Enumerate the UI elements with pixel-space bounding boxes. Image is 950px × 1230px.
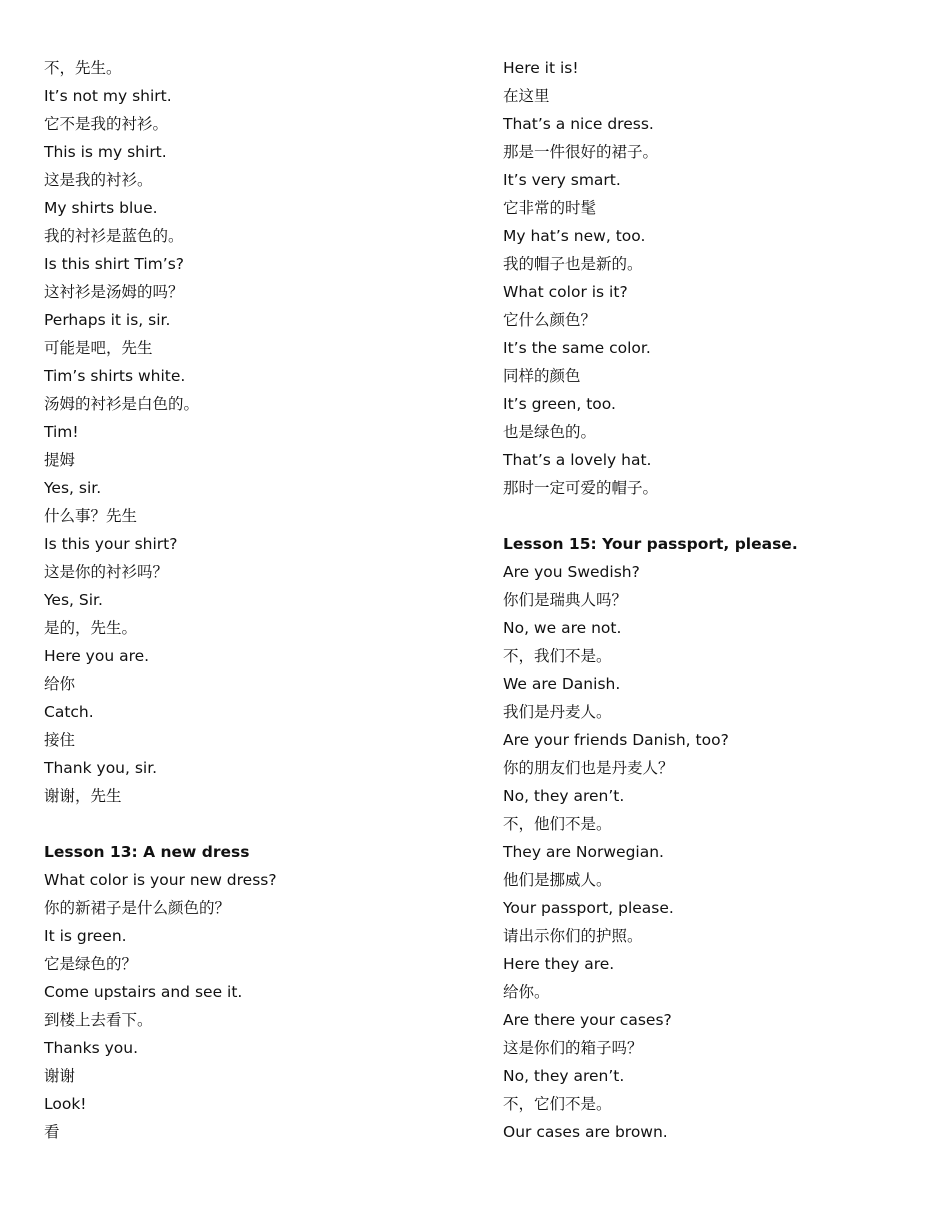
english-line: They are Norwegian. bbox=[503, 843, 664, 861]
english-line: No, they aren’t. bbox=[503, 1067, 625, 1085]
english-line: Perhaps it is, sir. bbox=[44, 311, 171, 329]
english-line: We are Danish. bbox=[503, 675, 621, 693]
english-line: My hat’s new, too. bbox=[503, 227, 646, 245]
chinese-line: 这是你们的箱子吗？ bbox=[503, 1039, 643, 1057]
chinese-line: 它是绿色的？ bbox=[44, 955, 138, 973]
chinese-line: 不，它们不是。 bbox=[503, 1095, 612, 1113]
right-column bbox=[503, 54, 923, 1146]
chinese-line: 那是一件很好的裙子。 bbox=[503, 143, 659, 161]
chinese-line: 它非常的时髦 bbox=[503, 199, 597, 217]
chinese-line: 到楼上去看下。 bbox=[44, 1011, 153, 1029]
english-line: Catch. bbox=[44, 703, 94, 721]
english-line: Thanks you. bbox=[44, 1039, 138, 1057]
english-line: Here you are. bbox=[44, 647, 150, 665]
chinese-line: 在这里 bbox=[503, 87, 550, 105]
english-line: Here they are. bbox=[503, 955, 615, 973]
english-line: It’s not my shirt. bbox=[44, 87, 172, 105]
english-line: This is my shirt. bbox=[44, 143, 167, 161]
english-line: Come upstairs and see it. bbox=[44, 983, 243, 1001]
chinese-line: 也是绿色的。 bbox=[503, 423, 597, 441]
lesson-heading: Lesson 15: Your passport, please. bbox=[503, 535, 798, 553]
chinese-line: 他们是挪威人。 bbox=[503, 871, 612, 889]
chinese-line: 什么事？先生 bbox=[44, 507, 138, 525]
english-line: Here it is! bbox=[503, 59, 579, 77]
english-line: Look! bbox=[44, 1095, 87, 1113]
english-line: Are there your cases? bbox=[503, 1011, 672, 1029]
english-line: No, they aren’t. bbox=[503, 787, 625, 805]
english-line: Are you Swedish? bbox=[503, 563, 640, 581]
lesson-heading: Lesson 13: A new dress bbox=[44, 843, 250, 861]
chinese-line: 我的衬衫是蓝色的。 bbox=[44, 227, 184, 245]
english-line: It’s the same color. bbox=[503, 339, 651, 357]
english-line: That’s a nice dress. bbox=[503, 115, 654, 133]
chinese-line: 请出示你们的护照。 bbox=[503, 927, 643, 945]
chinese-line: 提姆 bbox=[44, 451, 76, 469]
english-line: Are your friends Danish, too? bbox=[503, 731, 729, 749]
chinese-line: 接住 bbox=[44, 731, 76, 749]
english-line: It’s green, too. bbox=[503, 395, 616, 413]
english-line: Is this your shirt? bbox=[44, 535, 178, 553]
chinese-line: 这衬衫是汤姆的吗？ bbox=[44, 283, 184, 301]
english-line: It is green. bbox=[44, 927, 127, 945]
chinese-line: 不，他们不是。 bbox=[503, 815, 612, 833]
chinese-line: 你的新裙子是什么颜色的？ bbox=[44, 899, 231, 917]
chinese-line: 谢谢 bbox=[44, 1067, 76, 1085]
chinese-line: 你们是瑞典人吗？ bbox=[503, 591, 628, 609]
english-line: Yes, Sir. bbox=[44, 591, 103, 609]
chinese-line: 是的，先生。 bbox=[44, 619, 138, 637]
english-line: Our cases are brown. bbox=[503, 1123, 668, 1141]
english-line: Tim! bbox=[44, 423, 79, 441]
english-line: Your passport, please. bbox=[503, 899, 674, 917]
chinese-line: 我的帽子也是新的。 bbox=[503, 255, 643, 273]
chinese-line: 不，先生。 bbox=[44, 59, 122, 77]
english-line: That’s a lovely hat. bbox=[503, 451, 652, 469]
chinese-line: 它不是我的衬衫。 bbox=[44, 115, 169, 133]
chinese-line: 给你 bbox=[44, 675, 76, 693]
english-line: Is this shirt Tim’s? bbox=[44, 255, 184, 273]
chinese-line: 汤姆的衬衫是白色的。 bbox=[44, 395, 200, 413]
english-line: Thank you, sir. bbox=[44, 759, 158, 777]
chinese-line: 看 bbox=[44, 1123, 60, 1141]
english-line: What color is it? bbox=[503, 283, 628, 301]
spacer bbox=[44, 810, 464, 838]
chinese-line: 不，我们不是。 bbox=[503, 647, 612, 665]
english-line: No, we are not. bbox=[503, 619, 622, 637]
chinese-line: 它什么颜色？ bbox=[503, 311, 597, 329]
chinese-line: 谢谢，先生 bbox=[44, 787, 122, 805]
chinese-line: 这是我的衬衫。 bbox=[44, 171, 153, 189]
chinese-line: 这是你的衬衫吗？ bbox=[44, 563, 169, 581]
english-line: My shirts blue. bbox=[44, 199, 158, 217]
chinese-line: 同样的颜色 bbox=[503, 367, 581, 385]
english-line: It’s very smart. bbox=[503, 171, 621, 189]
chinese-line: 给你。 bbox=[503, 983, 550, 1001]
chinese-line: 可能是吧，先生 bbox=[44, 339, 153, 357]
spacer bbox=[503, 502, 923, 530]
chinese-line: 我们是丹麦人。 bbox=[503, 703, 612, 721]
chinese-line: 那时一定可爱的帽子。 bbox=[503, 479, 659, 497]
english-line: Yes, sir. bbox=[44, 479, 102, 497]
english-line: Tim’s shirts white. bbox=[44, 367, 186, 385]
chinese-line: 你的朋友们也是丹麦人？ bbox=[503, 759, 674, 777]
left-column bbox=[44, 54, 464, 1146]
english-line: What color is your new dress? bbox=[44, 871, 277, 889]
